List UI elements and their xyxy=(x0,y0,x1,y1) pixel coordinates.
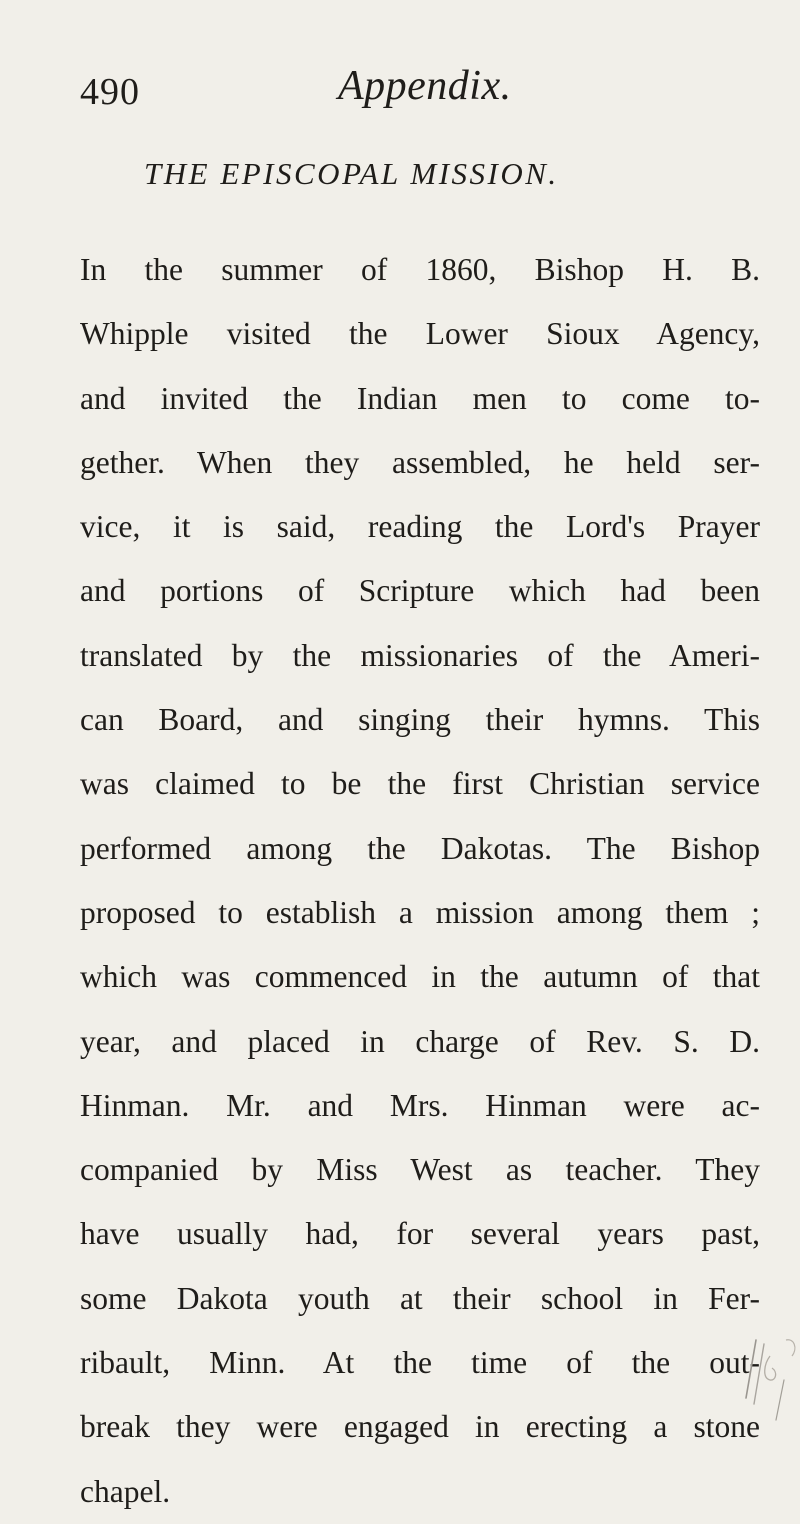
text-line: Hinman. Mr. and Mrs. Hinman were ac- xyxy=(80,1087,760,1123)
text-line: performed among the Dakotas. The Bishop xyxy=(80,830,760,866)
body-paragraph xyxy=(80,238,760,1524)
text-line: Whipple visited the Lower Sioux Agency, xyxy=(80,316,760,352)
text-line: was claimed to be the first Christian service xyxy=(80,766,760,802)
text-line: year, and placed in charge of Rev. S. D. xyxy=(80,1023,760,1059)
text-line: some Dakota youth at their school in Fer- xyxy=(80,1280,760,1316)
text-line: vice, it is said, reading the Lord's Prayer xyxy=(80,509,760,545)
text-line: ribault, Minn. At the time of the out- xyxy=(80,1345,760,1381)
text-line: proposed to establish a mission among them ; xyxy=(80,894,760,930)
text-line: and invited the Indian men to come to- xyxy=(80,380,760,416)
running-head xyxy=(80,62,780,122)
text-line: break they were engaged in erecting a stone xyxy=(80,1409,760,1445)
handwritten-pencil-mark xyxy=(740,1334,800,1424)
text-line: translated by the missionaries of the Ameri- xyxy=(80,637,760,673)
text-line: which was commenced in the autumn of that xyxy=(80,959,760,995)
running-title: Appendix. xyxy=(338,63,512,109)
text-line: can Board, and singing their hymns. This xyxy=(80,702,760,738)
text-line: In the summer of 1860, Bishop H. B. xyxy=(80,252,760,287)
section-heading: THE EPISCOPAL MISSION. xyxy=(144,156,559,191)
text-line-last: chapel. xyxy=(80,1473,171,1509)
page-number: 490 xyxy=(80,71,140,113)
text-line: companied by Miss West as teacher. They xyxy=(80,1152,760,1188)
text-line: and portions of Scripture which had been xyxy=(80,573,760,609)
text-line: have usually had, for several years past, xyxy=(80,1216,760,1252)
text-line: gether. When they assembled, he held ser- xyxy=(80,444,760,480)
